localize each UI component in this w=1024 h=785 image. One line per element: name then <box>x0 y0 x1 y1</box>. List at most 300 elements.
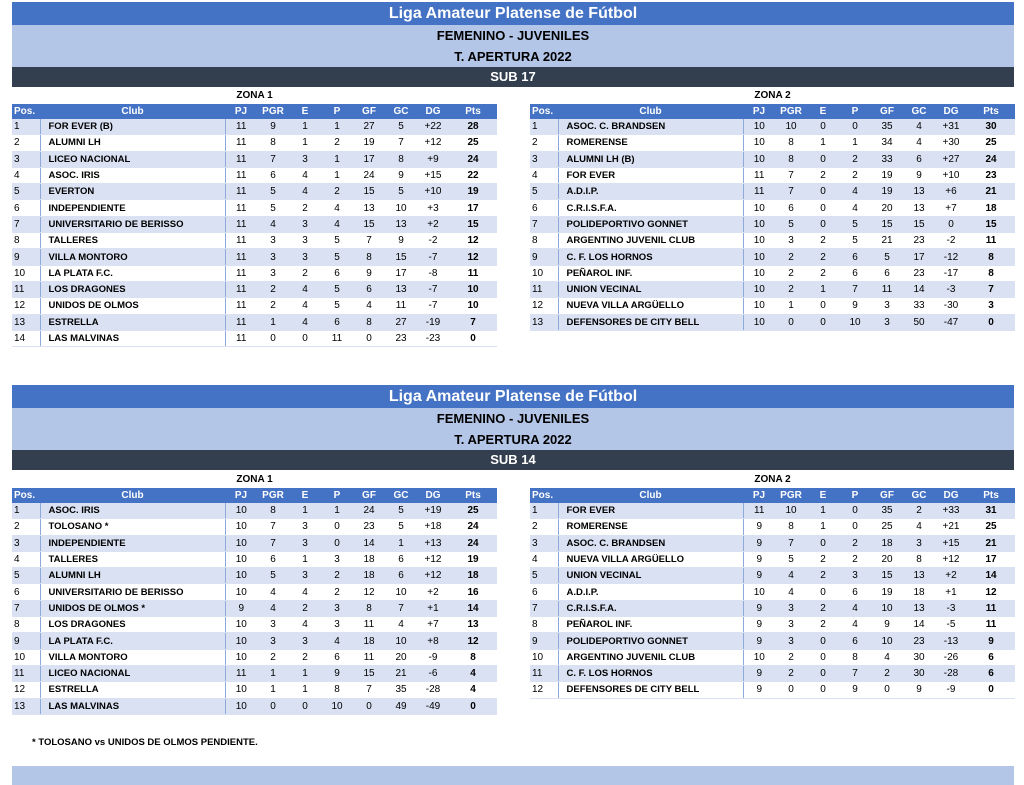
stat-cell: -9 <box>935 682 967 698</box>
stat-cell: 17 <box>385 265 417 281</box>
stat-cell: 11 <box>225 314 257 330</box>
stat-cell: 5 <box>321 249 353 265</box>
stat-cell: 1 <box>289 503 321 519</box>
stat-cell: 1 <box>289 682 321 698</box>
stat-cell: 0 <box>321 519 353 535</box>
stat-cell: 25 <box>871 519 903 535</box>
position-cell: 2 <box>530 519 558 535</box>
column-header: GF <box>353 488 385 503</box>
stat-cell: 9 <box>743 568 775 584</box>
stat-cell: 23 <box>353 519 385 535</box>
stat-cell: 23 <box>903 233 935 249</box>
stat-cell: 3 <box>775 233 807 249</box>
points-cell: 10 <box>449 298 497 314</box>
stat-cell: 10 <box>225 682 257 698</box>
club-name: LICEO NACIONAL <box>40 151 225 167</box>
position-cell: 12 <box>530 682 558 698</box>
table-row <box>530 665 1015 681</box>
column-header: Pts <box>967 104 1015 119</box>
points-cell: 10 <box>449 281 497 297</box>
points-cell: 24 <box>449 535 497 551</box>
tournament-name: T. APERTURA 2022 <box>12 429 1014 450</box>
table-row <box>12 167 497 183</box>
stat-cell: 17 <box>353 151 385 167</box>
stat-cell: 4 <box>839 184 871 200</box>
stat-cell: 6 <box>353 281 385 297</box>
position-cell: 12 <box>530 298 558 314</box>
table-row <box>12 314 497 330</box>
stat-cell: 11 <box>225 298 257 314</box>
points-cell: 19 <box>449 184 497 200</box>
column-header: PJ <box>225 488 257 503</box>
stat-cell: 10 <box>743 135 775 151</box>
stat-cell: 3 <box>775 600 807 616</box>
footnote: * TOLOSANO vs UNIDOS DE OLMOS PENDIENTE. <box>32 737 258 748</box>
stat-cell: 4 <box>903 135 935 151</box>
position-cell: 10 <box>530 265 558 281</box>
stat-cell: 2 <box>903 503 935 519</box>
club-name: ASOC. C. BRANDSEN <box>558 535 743 551</box>
stat-cell: 3 <box>775 617 807 633</box>
table-row <box>12 281 497 297</box>
stat-cell: 9 <box>743 551 775 567</box>
stat-cell: 15 <box>353 216 385 232</box>
stat-cell: 15 <box>903 216 935 232</box>
stat-cell: 3 <box>289 216 321 232</box>
stat-cell: 10 <box>225 519 257 535</box>
stat-cell: 15 <box>871 568 903 584</box>
stat-cell: +10 <box>935 167 967 183</box>
stat-cell: 8 <box>257 503 289 519</box>
stat-cell: +10 <box>417 184 449 200</box>
column-header: GC <box>385 104 417 119</box>
stat-cell: 8 <box>775 135 807 151</box>
stat-cell: 7 <box>257 151 289 167</box>
club-name: LA PLATA F.C. <box>40 265 225 281</box>
stat-cell: 1 <box>257 682 289 698</box>
stat-cell: 11 <box>225 233 257 249</box>
position-cell: 12 <box>12 682 40 698</box>
stat-cell: 8 <box>385 151 417 167</box>
stat-cell: 1 <box>289 119 321 135</box>
standings-table-sub17-zona2 <box>530 104 1015 331</box>
position-cell: 11 <box>12 665 40 681</box>
position-cell: 4 <box>12 551 40 567</box>
stat-cell: 0 <box>807 314 839 330</box>
column-header: DG <box>935 104 967 119</box>
stat-cell: 10 <box>225 633 257 649</box>
stat-cell: -8 <box>417 265 449 281</box>
club-name: LOS DRAGONES <box>40 617 225 633</box>
column-header: Club <box>40 104 225 119</box>
table-row <box>530 135 1015 151</box>
stat-cell: 0 <box>257 330 289 346</box>
stat-cell: 10 <box>775 503 807 519</box>
points-cell: 24 <box>449 519 497 535</box>
stat-cell: 27 <box>353 119 385 135</box>
table-row <box>530 298 1015 314</box>
stat-cell: 35 <box>385 682 417 698</box>
stat-cell: 10 <box>871 600 903 616</box>
stat-cell: 0 <box>807 216 839 232</box>
table-row <box>12 265 497 281</box>
stat-cell: 3 <box>871 298 903 314</box>
stat-cell: 2 <box>321 184 353 200</box>
table-row <box>12 119 497 135</box>
stat-cell: 4 <box>839 617 871 633</box>
club-name: A.D.I.P. <box>558 184 743 200</box>
table-row <box>12 665 497 681</box>
club-name: A.D.I.P. <box>558 584 743 600</box>
stat-cell: 27 <box>385 314 417 330</box>
stat-cell: 19 <box>871 584 903 600</box>
points-cell: 19 <box>449 551 497 567</box>
position-cell: 8 <box>12 233 40 249</box>
stat-cell: 1 <box>807 519 839 535</box>
stat-cell: 8 <box>353 600 385 616</box>
stat-cell: 5 <box>385 503 417 519</box>
column-header: GC <box>385 488 417 503</box>
points-cell: 16 <box>449 584 497 600</box>
stat-cell: 9 <box>743 633 775 649</box>
stat-cell: 0 <box>257 698 289 714</box>
stat-cell: +6 <box>935 184 967 200</box>
stat-cell: 8 <box>353 249 385 265</box>
stat-cell: 0 <box>353 698 385 714</box>
position-cell: 9 <box>530 633 558 649</box>
position-cell: 13 <box>12 314 40 330</box>
stat-cell: 10 <box>839 314 871 330</box>
stat-cell: 11 <box>225 135 257 151</box>
stat-cell: 8 <box>775 519 807 535</box>
stat-cell: 2 <box>289 600 321 616</box>
points-cell: 0 <box>449 330 497 346</box>
points-cell: 18 <box>449 568 497 584</box>
stat-cell: 7 <box>775 535 807 551</box>
zone-label: ZONA 1 <box>236 474 273 485</box>
column-header: GF <box>871 488 903 503</box>
position-cell: 6 <box>12 584 40 600</box>
stat-cell: -2 <box>935 233 967 249</box>
stat-cell: 19 <box>871 167 903 183</box>
stat-cell: 7 <box>353 233 385 249</box>
club-name: ASOC. IRIS <box>40 167 225 183</box>
position-cell: 5 <box>12 568 40 584</box>
stat-cell: 4 <box>321 216 353 232</box>
position-cell: 8 <box>12 617 40 633</box>
stat-cell: 11 <box>225 665 257 681</box>
club-name: ROMERENSE <box>558 519 743 535</box>
stat-cell: 2 <box>807 568 839 584</box>
club-name: PEÑAROL INF. <box>558 265 743 281</box>
stat-cell: 4 <box>903 519 935 535</box>
column-header: PGR <box>257 104 289 119</box>
stat-cell: -17 <box>935 265 967 281</box>
stat-cell: 1 <box>807 503 839 519</box>
points-cell: 6 <box>967 649 1015 665</box>
stat-cell: 0 <box>807 649 839 665</box>
stat-cell: 2 <box>839 551 871 567</box>
points-cell: 24 <box>449 151 497 167</box>
section-header-sub17 <box>12 2 1014 87</box>
column-header: P <box>321 488 353 503</box>
stat-cell: 0 <box>839 519 871 535</box>
stat-cell: 1 <box>257 665 289 681</box>
stat-cell: -3 <box>935 281 967 297</box>
stat-cell: 7 <box>839 665 871 681</box>
stat-cell: 4 <box>385 617 417 633</box>
stat-cell: +2 <box>417 216 449 232</box>
table-row <box>530 249 1015 265</box>
column-header: DG <box>417 104 449 119</box>
points-cell: 11 <box>967 600 1015 616</box>
points-cell: 4 <box>449 665 497 681</box>
stat-cell: 1 <box>807 135 839 151</box>
stat-cell: 1 <box>321 151 353 167</box>
table-row <box>530 519 1015 535</box>
stat-cell: 3 <box>289 233 321 249</box>
league-subtitle: FEMENINO - JUVENILES <box>12 408 1014 429</box>
column-header: Pos. <box>530 488 558 503</box>
stat-cell: 10 <box>743 649 775 665</box>
stat-cell: 4 <box>871 649 903 665</box>
stat-cell: 3 <box>775 633 807 649</box>
stat-cell: 5 <box>321 281 353 297</box>
club-name: DEFENSORES DE CITY BELL <box>558 314 743 330</box>
stat-cell: 10 <box>225 698 257 714</box>
stat-cell: 6 <box>257 551 289 567</box>
club-name: POLIDEPORTIVO GONNET <box>558 216 743 232</box>
column-header: GF <box>353 104 385 119</box>
stat-cell: 3 <box>289 151 321 167</box>
stat-cell: +7 <box>417 617 449 633</box>
club-name: DEFENSORES DE CITY BELL <box>558 682 743 698</box>
table-row <box>12 600 497 616</box>
stat-cell: 11 <box>871 281 903 297</box>
stat-cell: 7 <box>839 281 871 297</box>
stat-cell: 0 <box>807 119 839 135</box>
stat-cell: 9 <box>257 119 289 135</box>
stat-cell: 0 <box>807 584 839 600</box>
club-name: VILLA MONTORO <box>40 649 225 665</box>
points-cell: 0 <box>967 682 1015 698</box>
stat-cell: 2 <box>775 649 807 665</box>
points-cell: 17 <box>967 551 1015 567</box>
stat-cell: 35 <box>871 503 903 519</box>
club-name: ARGENTINO JUVENIL CLUB <box>558 649 743 665</box>
points-cell: 8 <box>449 649 497 665</box>
position-cell: 5 <box>530 568 558 584</box>
stat-cell: 30 <box>903 665 935 681</box>
position-cell: 1 <box>530 503 558 519</box>
stat-cell: 2 <box>775 249 807 265</box>
stat-cell: 10 <box>385 584 417 600</box>
section-header-sub14 <box>12 385 1014 470</box>
stat-cell: 3 <box>257 233 289 249</box>
stat-cell: -28 <box>935 665 967 681</box>
stat-cell: +12 <box>935 551 967 567</box>
stat-cell: 18 <box>353 551 385 567</box>
stat-cell: 9 <box>871 617 903 633</box>
stat-cell: 11 <box>225 216 257 232</box>
position-cell: 9 <box>12 633 40 649</box>
column-header: Club <box>40 488 225 503</box>
stat-cell: 9 <box>839 682 871 698</box>
club-name: UNION VECINAL <box>558 568 743 584</box>
stat-cell: 21 <box>385 665 417 681</box>
stat-cell: 11 <box>743 184 775 200</box>
table-row <box>530 551 1015 567</box>
stat-cell: 4 <box>903 119 935 135</box>
stat-cell: +9 <box>417 151 449 167</box>
stat-cell: 2 <box>807 265 839 281</box>
points-cell: 24 <box>967 151 1015 167</box>
points-cell: 7 <box>449 314 497 330</box>
stat-cell: 15 <box>353 665 385 681</box>
stat-cell: -3 <box>935 600 967 616</box>
stat-cell: 5 <box>257 184 289 200</box>
stat-cell: 10 <box>743 249 775 265</box>
stat-cell: 6 <box>321 314 353 330</box>
stat-cell: 2 <box>321 135 353 151</box>
stat-cell: 7 <box>385 135 417 151</box>
position-cell: 11 <box>12 281 40 297</box>
stat-cell: 9 <box>903 682 935 698</box>
league-title: Liga Amateur Platense de Fútbol <box>12 385 1014 408</box>
table-row <box>530 119 1015 135</box>
stat-cell: 6 <box>385 568 417 584</box>
zone-label: ZONA 2 <box>754 90 791 101</box>
stat-cell: 11 <box>743 503 775 519</box>
stat-cell: 11 <box>225 265 257 281</box>
stat-cell: 9 <box>743 665 775 681</box>
stat-cell: 6 <box>321 265 353 281</box>
position-cell: 9 <box>12 249 40 265</box>
stat-cell: 8 <box>775 151 807 167</box>
stat-cell: 0 <box>807 298 839 314</box>
stat-cell: 7 <box>385 600 417 616</box>
table-row <box>530 281 1015 297</box>
stat-cell: +15 <box>417 167 449 183</box>
position-cell: 4 <box>530 551 558 567</box>
points-cell: 14 <box>967 568 1015 584</box>
club-name: VILLA MONTORO <box>40 249 225 265</box>
stat-cell: -2 <box>417 233 449 249</box>
stat-cell: 10 <box>225 535 257 551</box>
stat-cell: 1 <box>385 535 417 551</box>
column-header: Pos. <box>12 488 40 503</box>
club-name: C.R.I.S.F.A. <box>558 200 743 216</box>
stat-cell: 9 <box>743 682 775 698</box>
stat-cell: 12 <box>353 584 385 600</box>
table-row <box>530 568 1015 584</box>
points-cell: 3 <box>967 298 1015 314</box>
stat-cell: 10 <box>225 649 257 665</box>
stat-cell: 5 <box>775 551 807 567</box>
club-name: NUEVA VILLA ARGÜELLO <box>558 551 743 567</box>
position-cell: 11 <box>530 281 558 297</box>
stat-cell: 9 <box>353 265 385 281</box>
points-cell: 31 <box>967 503 1015 519</box>
stat-cell: 24 <box>353 167 385 183</box>
stat-cell: 17 <box>903 249 935 265</box>
stat-cell: 11 <box>225 281 257 297</box>
stat-cell: +7 <box>935 200 967 216</box>
stat-cell: 4 <box>289 298 321 314</box>
stat-cell: 7 <box>775 184 807 200</box>
club-name: TOLOSANO * <box>40 519 225 535</box>
zone-label: ZONA 1 <box>236 90 273 101</box>
table-row <box>530 503 1015 519</box>
stat-cell: 2 <box>807 617 839 633</box>
position-cell: 9 <box>530 249 558 265</box>
table-row <box>12 216 497 232</box>
club-name: POLIDEPORTIVO GONNET <box>558 633 743 649</box>
stat-cell: -23 <box>417 330 449 346</box>
stat-cell: 0 <box>353 330 385 346</box>
stat-cell: 2 <box>775 665 807 681</box>
stat-cell: 11 <box>225 167 257 183</box>
stat-cell: 8 <box>839 649 871 665</box>
club-name: LA PLATA F.C. <box>40 633 225 649</box>
points-cell: 25 <box>967 135 1015 151</box>
stat-cell: 0 <box>807 633 839 649</box>
stat-cell: +19 <box>417 503 449 519</box>
stat-cell: -7 <box>417 298 449 314</box>
points-cell: 22 <box>449 167 497 183</box>
stat-cell: -6 <box>417 665 449 681</box>
stat-cell: 11 <box>225 151 257 167</box>
table-row <box>12 151 497 167</box>
position-cell: 1 <box>12 503 40 519</box>
column-header: P <box>839 488 871 503</box>
column-header: GC <box>903 104 935 119</box>
club-name: ASOC. C. BRANDSEN <box>558 119 743 135</box>
stat-cell: 11 <box>385 298 417 314</box>
position-cell: 3 <box>530 535 558 551</box>
stat-cell: 34 <box>871 135 903 151</box>
stat-cell: 0 <box>807 535 839 551</box>
table-row <box>530 633 1015 649</box>
stat-cell: 13 <box>353 200 385 216</box>
standings-table-sub17-zona1 <box>12 104 497 347</box>
stat-cell: -13 <box>935 633 967 649</box>
position-cell: 6 <box>530 200 558 216</box>
stat-cell: 6 <box>903 151 935 167</box>
points-cell: 18 <box>967 200 1015 216</box>
column-header: E <box>807 104 839 119</box>
position-cell: 7 <box>530 600 558 616</box>
stat-cell: 9 <box>385 167 417 183</box>
position-cell: 10 <box>12 649 40 665</box>
position-cell: 3 <box>530 151 558 167</box>
club-name: FOR EVER <box>558 503 743 519</box>
position-cell: 10 <box>12 265 40 281</box>
club-name: UNIDOS DE OLMOS <box>40 298 225 314</box>
stat-cell: 3 <box>289 535 321 551</box>
stat-cell: 4 <box>257 600 289 616</box>
club-name: TALLERES <box>40 233 225 249</box>
position-cell: 6 <box>12 200 40 216</box>
position-cell: 10 <box>530 649 558 665</box>
stat-cell: 3 <box>289 568 321 584</box>
stat-cell: 9 <box>743 617 775 633</box>
stat-cell: 5 <box>839 233 871 249</box>
points-cell: 11 <box>967 233 1015 249</box>
stat-cell: +18 <box>417 519 449 535</box>
table-row <box>12 519 497 535</box>
stat-cell: 11 <box>225 200 257 216</box>
